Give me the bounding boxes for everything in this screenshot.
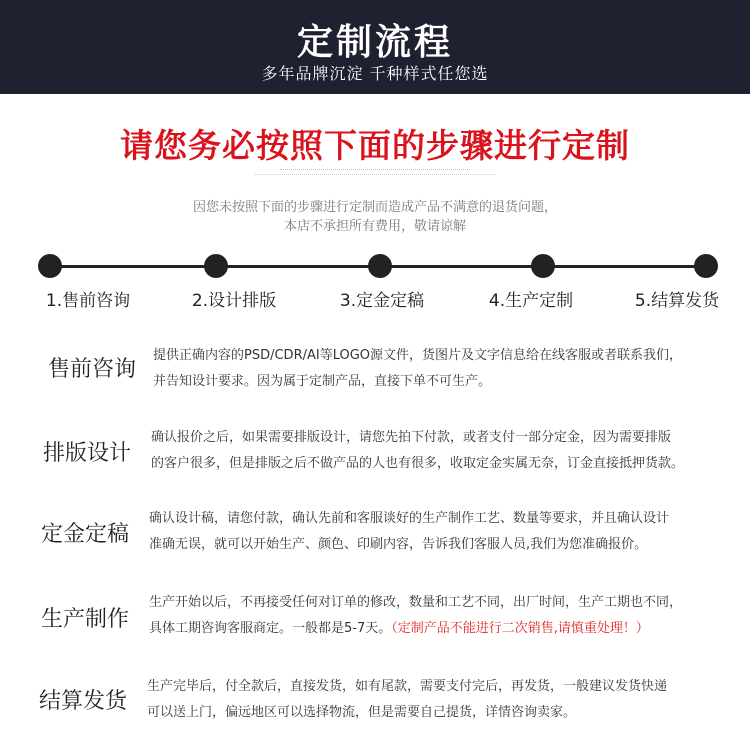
section-line: 提供正确内容的PSD/CDR/AI等LOGO源文件，货图片及文字信息给在线客服或者联系我们， bbox=[153, 348, 683, 363]
section-text-presale bbox=[153, 343, 682, 395]
section-title-settlement: 结算发货 bbox=[39, 689, 128, 714]
disclaimer-line-2: 本店不承担所有费用，敬请谅解 bbox=[283, 219, 466, 234]
section-line bbox=[149, 616, 682, 642]
section-line: 确认设计稿，请您付款，确认先前和客服谈好的生产制作工艺、数量等要求，并且确认设计 bbox=[149, 511, 670, 526]
timeline-dot-1 bbox=[38, 254, 62, 278]
section-title-production: 生产制作 bbox=[41, 607, 130, 632]
disclaimer bbox=[0, 198, 750, 236]
section-text-layout bbox=[151, 425, 684, 477]
step-label-2: 2.设计排版 bbox=[191, 291, 277, 311]
section-line: 确认报价之后，如果需要排版设计，请您先拍下付款，或者支付一部分定金，因为需要排版 bbox=[151, 430, 672, 445]
section-text-production bbox=[149, 590, 682, 642]
section-text-deposit bbox=[149, 506, 669, 558]
step-label-5: 5.结算发货 bbox=[634, 291, 720, 311]
section-line: 的客户很多，但是排版之后不做产品的人也有很多，收取定金实属无奈，订金直接抵押货款。 bbox=[151, 456, 685, 471]
timeline-dot-3 bbox=[368, 254, 392, 278]
section-title-layout: 排版设计 bbox=[43, 441, 132, 466]
page-title: 定制流程 bbox=[296, 21, 453, 63]
section-title-deposit: 定金定稿 bbox=[41, 522, 130, 547]
section-line: 准确无误，就可以开始生产、颜色、印刷内容，告诉我们客服人员,我们为您准确报价。 bbox=[149, 537, 648, 552]
step-label-3: 3.定金定稿 bbox=[339, 291, 425, 311]
section-line-text: 具体工期咨询客服商定。一般都是5-7天。 bbox=[149, 621, 392, 636]
section-line: 生产开始以后，不再接受任何对订单的修改，数量和工艺不同，出厂时间，生产工期也不同， bbox=[149, 595, 683, 610]
section-title-presale: 售前咨询 bbox=[48, 357, 137, 382]
timeline-dot-4 bbox=[531, 254, 555, 278]
timeline-dot-2 bbox=[204, 254, 228, 278]
notice-heading: 请您务必按照下面的步骤进行定制 bbox=[120, 126, 630, 165]
section-line: 生产完毕后，付全款后，直接发货，如有尾款，需要支付完后，再发货，一般建议发货快递 bbox=[147, 679, 668, 694]
step-label-1: 1.售前咨询 bbox=[45, 291, 131, 311]
section-line: 可以送上门，偏远地区可以选择物流，但是需要自己提货，详情咨询卖家。 bbox=[147, 705, 577, 720]
step-label-4: 4.生产定制 bbox=[488, 291, 574, 311]
section-line: 并告知设计要求。因为属于定制产品，直接下单不可生产。 bbox=[153, 374, 492, 389]
warning-text: （定制产品不能进行二次销售,请慎重处理！） bbox=[391, 621, 649, 636]
page-subtitle: 多年品牌沉淀 千种样式任您选 bbox=[261, 64, 489, 83]
disclaimer-line-1: 因您未按照下面的步骤进行定制而造成产品不满意的退货问题， bbox=[192, 200, 557, 215]
timeline-dot-5 bbox=[694, 254, 718, 278]
header-banner bbox=[0, 0, 750, 94]
section-text-settlement bbox=[147, 674, 667, 726]
decorative-divider bbox=[255, 166, 495, 180]
